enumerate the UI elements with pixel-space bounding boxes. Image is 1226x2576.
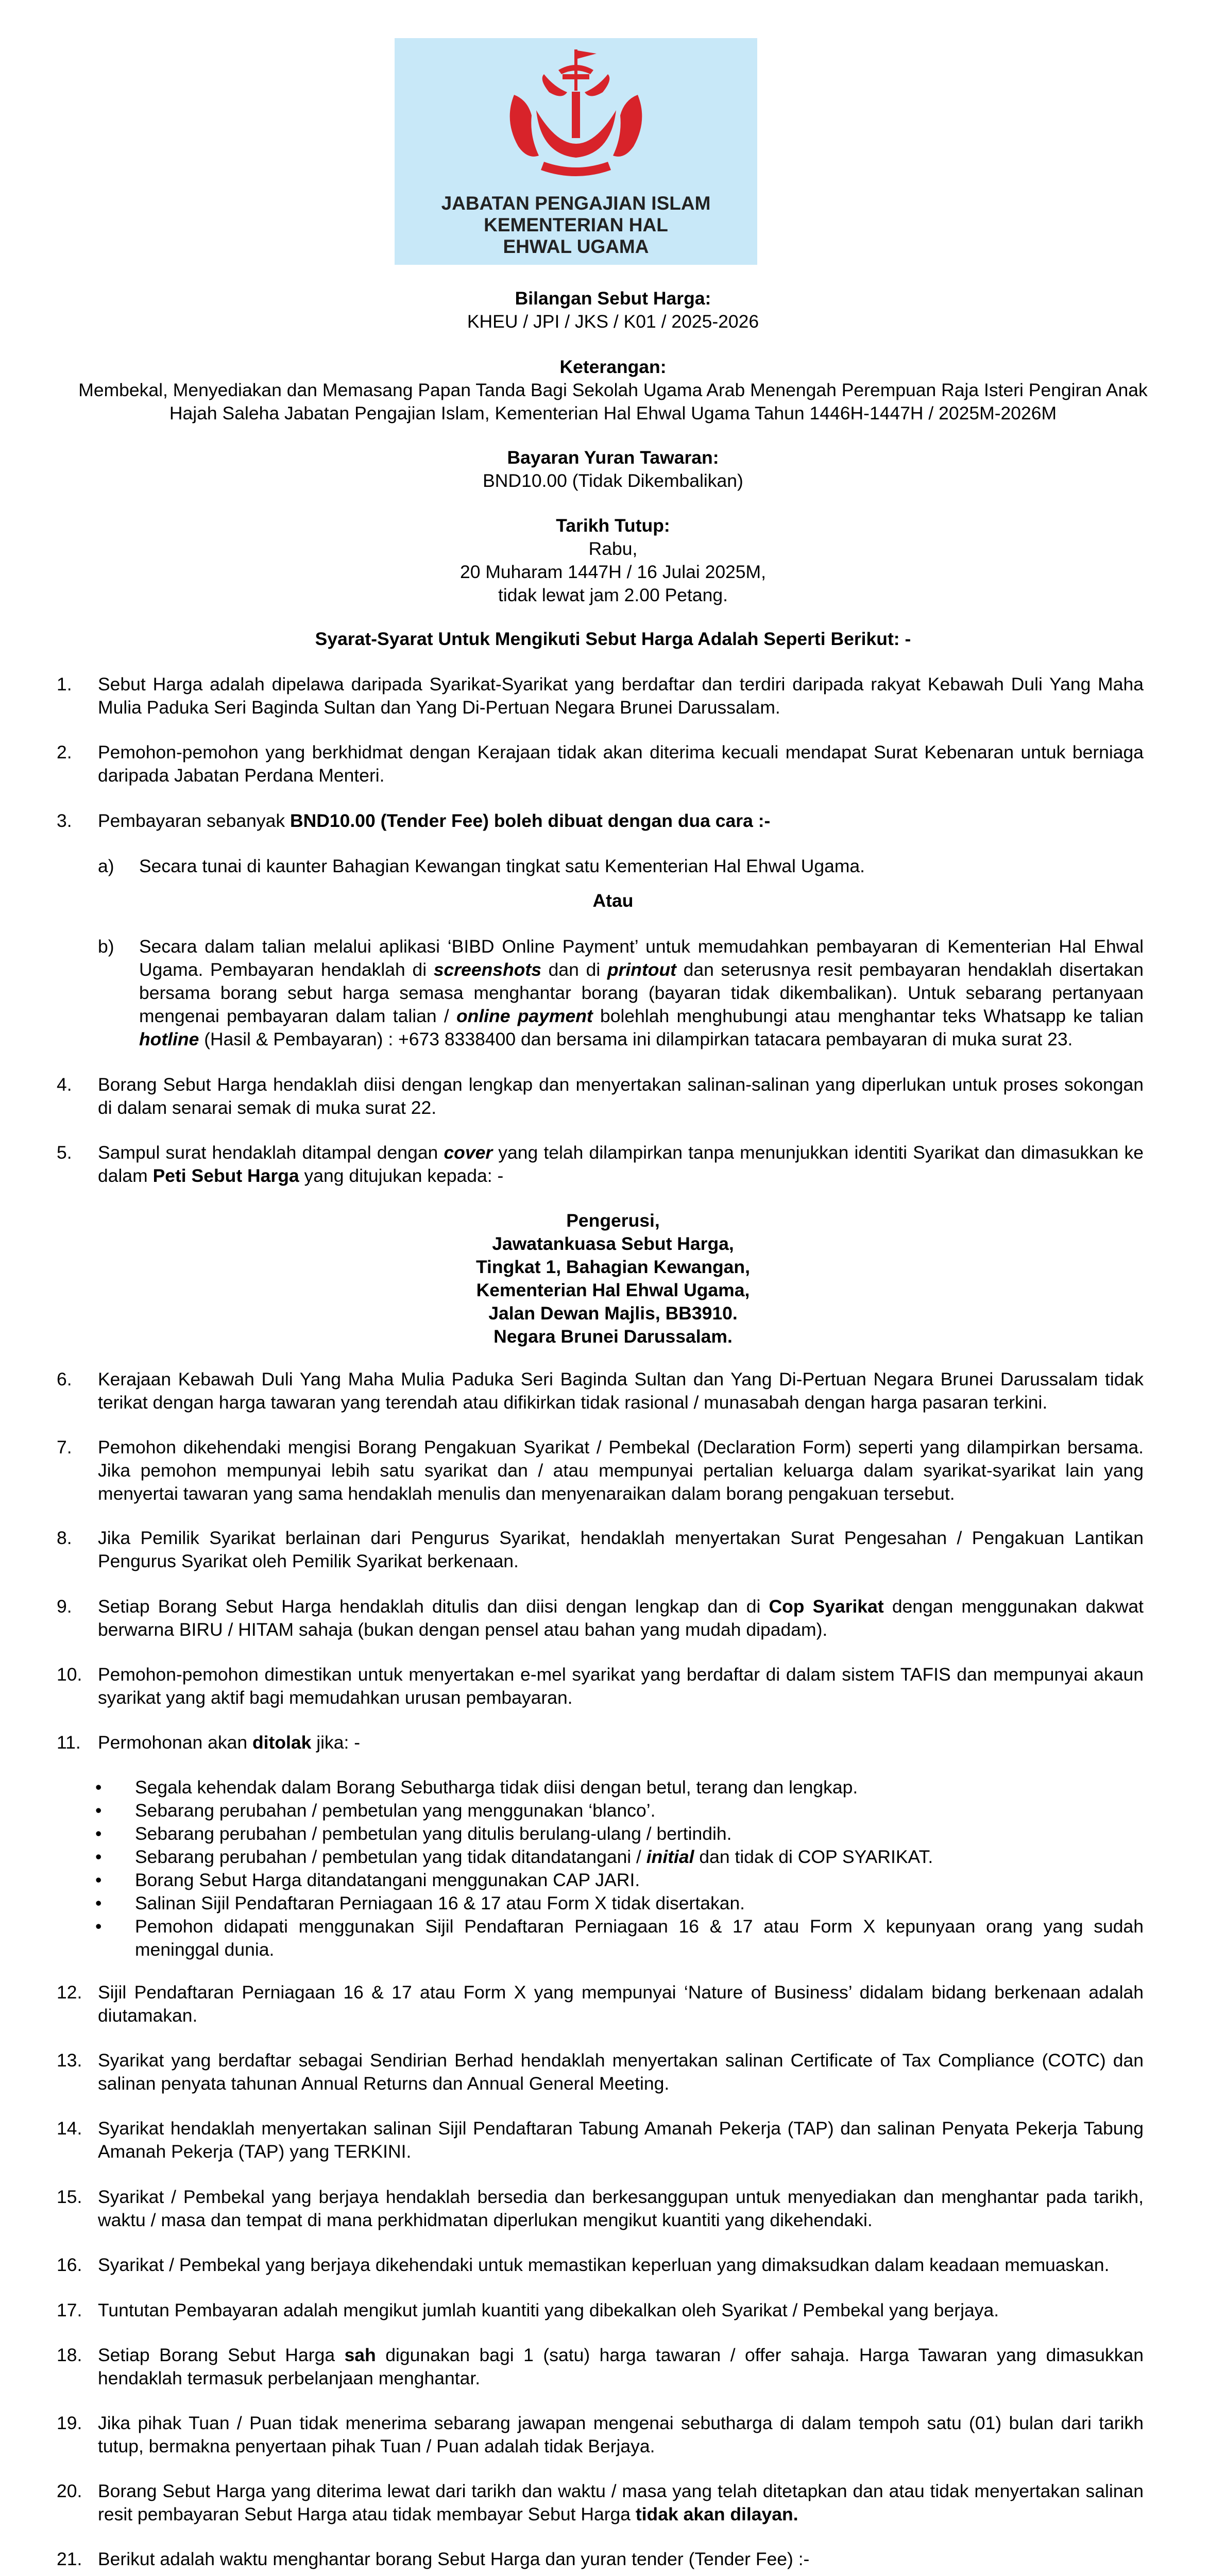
bullet-item [31,1869,1144,1892]
bullet-text: Pemohon didapati menggunakan Sijil Pendaftaran Perniagaan 16 & 17 atau Form X kepunyaan orang yang sudah meninggal dunia. [135,1916,1144,1960]
item-text: Pemohon-pemohon dimestikan untuk menyertakan e-mel syarikat yang berdaftar di dalam sistem TAFIS dan mempunyai akaun syarikat yang aktif bagi memudahkan urusan pembayaran. [98,1664,1144,1708]
text-run: bolehlah menghubungi atau menghantar teks Whatsapp ke talian [592,1006,1144,1026]
text-run: jika: - [311,1732,361,1753]
item-text [98,2480,1144,2526]
logo-line-3: EHWAL UGAMA [503,236,649,257]
item-number: 8. [57,1528,72,1548]
fee-value: BND10.00 (Tidak Dikembalikan) [483,470,743,491]
item-text [98,809,1144,833]
bullet-text: Sebarang perubahan / pembetulan yang ditulis berulang-ulang / bertindih. [135,1823,732,1844]
item-number: 18. [57,2345,82,2365]
item-text [98,2344,1144,2390]
sub-item-label: b) [98,936,114,957]
closing-line-3: tidak lewat jam 2.00 Petang. [498,585,728,605]
item-number: 4. [57,1074,72,1095]
description-line-2: Hajah Saleha Jabatan Pengajian Islam, Kementerian Hal Ehwal Ugama Tahun 1446H-1447H / 2025M-2026M [169,403,1057,423]
text-run: yang telah dilampirkan tanpa menunjukkan identiti Syarikat dan dimasukkan ke dalam [98,1142,1144,1186]
department-logo [395,38,757,265]
item-text: Jika Pemilik Syarikat berlainan dari Pengurus Syarikat, hendaklah menyertakan Surat Pengesahan / Pengakuan Lantikan Pengurus Syarikat oleh Pemilik Syarikat berkenaan. [98,1528,1144,1571]
fee-label: Bayaran Yuran Tawaran: [507,447,719,468]
logo-line-1: JABATAN PENGAJIAN ISLAM [441,193,711,214]
address-line: Tingkat 1, Bahagian Kewangan, [476,1257,750,1277]
rejection-bullets [31,1776,1195,1961]
text-run-bold-italic: hotline [139,1029,199,1049]
bullet-item [31,1915,1144,1961]
closing-line-2: 20 Muharam 1447H / 16 Julai 2025M, [460,562,766,582]
bullet-item [31,1822,1144,1845]
bullet-icon: • [95,1870,102,1890]
sub-item-label: a) [98,856,114,876]
address-line: Kementerian Hal Ehwal Ugama, [476,1280,750,1300]
description-block [31,355,1195,425]
text-run: dan di [541,959,607,980]
text-run: (Hasil & Pembayaran) : +673 8338400 dan bersama ini dilampirkan tatacara pembayaran di muka surat 23. [199,1029,1073,1049]
bullet-text: Borang Sebut Harga ditandatangani menggunakan CAP JARI. [135,1870,640,1890]
text-run-bold-italic: screenshots [433,959,541,980]
fee-block [31,446,1195,493]
item-number: 3. [57,810,72,831]
item-number: 21. [57,2549,82,2569]
closing-line-1: Rabu, [588,538,638,559]
item-number: 19. [57,2413,82,2433]
item-text: Pemohon dikehendaki mengisi Borang Pengakuan Syarikat / Pembekal (Declaration Form) seperti yang dilampirkan bersama. Jika pemohon mempunyai lebih satu syarikat dan / atau mempunyai pertalian keluarga dalam syarikat-syarikat lain yang menyertai tawaran yang sama hendaklah menulis dan menyenaraikan dalam borang pengakuan tersebut. [98,1437,1144,1504]
bullet-text: Segala kehendak dalam Borang Sebutharga tidak diisi dengan betul, terang dan lengkap. [135,1777,858,1798]
item-number: 9. [57,1596,72,1617]
item-number: 11. [57,1732,81,1753]
text-run: dan seterusnya resit pembayaran hendaklah disertakan bersama borang sebut harga semasa menghantar borang (bayaran tidak dikembalikan). Untuk sebarang pertanyaan mengenai pembayaran dalam talian / [139,959,1144,1026]
address-line: Jalan Dewan Majlis, BB3910. [488,1303,738,1324]
address-line: Jawatankuasa Sebut Harga, [492,1233,734,1254]
text-run-bold: BND10.00 (Tender Fee) boleh dibuat dengan dua cara :- [290,810,771,831]
description-label: Keterangan: [559,357,667,377]
text-run-bold-italic: online payment [456,1006,593,1026]
text-run: dengan menggunakan dakwat berwarna BIRU / HITAM sahaja (bukan dengan pensel atau bahan yang mudah dipadam). [98,1596,1144,1640]
item-text: Berikut adalah waktu menghantar borang Sebut Harga dan yuran tender (Tender Fee) :- [98,2549,810,2569]
item-number: 14. [57,2118,82,2139]
text-run: Sebarang perubahan / pembetulan yang tidak ditandatangani / [135,1846,646,1867]
bullet-item [31,1892,1144,1915]
item-text: Pemohon-pemohon yang berkhidmat dengan Kerajaan tidak akan diterima kecuali mendapat Surat Kebenaran untuk berniaga daripada Jabatan Perdana Menteri. [98,742,1144,786]
item-text [98,1595,1144,1641]
item-number: 2. [57,742,72,762]
item-number: 12. [57,1982,82,2003]
item-number: 15. [57,2187,82,2207]
text-run: dan tidak di COP SYARIKAT. [694,1846,933,1867]
item-number: 20. [57,2481,82,2501]
text-run-bold: tidak akan dilayan. [635,2504,798,2524]
bullet-text: Salinan Sijil Pendaftaran Perniagaan 16 & 17 atau Form X tidak disertakan. [135,1893,745,1913]
item-text: Kerajaan Kebawah Duli Yang Maha Mulia Paduka Seri Baginda Sultan dan Yang Di-Pertuan Negara Brunei Darussalam tidak terikat dengan harga tawaran yang terendah atau difikirkan tidak rasional / munasabah dengan harga pasaran terkini. [98,1369,1144,1413]
item-number: 7. [57,1437,72,1458]
text-run: Sampul surat hendaklah ditampal dengan [98,1142,444,1163]
item-number: 10. [57,1664,82,1685]
text-run-bold-italic: cover [444,1142,493,1163]
item-text: Syarikat / Pembekal yang berjaya hendaklah bersedia dan berkesanggupan untuk menyediakan dan menghantar pada tarikh, waktu / masa dan tempat di mana perkhidmatan diperlukan mengikut kuantiti yang dikehendaki. [98,2187,1144,2230]
text-run: Borang Sebut Harga yang diterima lewat dari tarikh dan waktu / masa yang telah ditetapkan dan atau tidak menyertakan salinan resit pembayaran Sebut Harga atau tidak membayar Sebut Harga [98,2481,1144,2524]
sub-item-text [139,935,1144,1051]
text-run-bold: sah [344,2345,376,2365]
item-text: Tuntutan Pembayaran adalah mengikut jumlah kuantiti yang dibekalkan oleh Syarikat / Pembekal yang berjaya. [98,2300,999,2320]
item-number: 17. [57,2300,82,2320]
text-run: Setiap Borang Sebut Harga [98,2345,345,2365]
closing-label: Tarikh Tutup: [556,515,670,536]
item-text: Jika pihak Tuan / Puan tidak menerima sebarang jawapan mengenai sebutharga di dalam tempoh satu (01) bulan dari tarikh tutup, bermakna penyertaan pihak Tuan / Puan adalah tidak Berjaya. [98,2413,1144,2456]
quote-number-value: KHEU / JPI / JKS / K01 / 2025-2026 [467,311,759,332]
quote-number-label: Bilangan Sebut Harga: [515,288,711,309]
address-line: Pengerusi, [566,1210,660,1231]
text-run: digunakan bagi 1 (satu) harga tawaran / offer sahaja. Harga Tawaran yang dimasukkan hendaklah termasuk perbelanjaan menghantar. [98,2345,1144,2388]
item-text: Borang Sebut Harga hendaklah diisi dengan lengkap dan menyertakan salinan-salinan yang diperlukan untuk proses sokongan di dalam senarai semak di muka surat 22. [98,1074,1144,1118]
text-run-bold-italic: initial [646,1846,694,1867]
item-number: 5. [57,1142,72,1163]
text-run-bold: Peti Sebut Harga [152,1165,299,1186]
description-line-1: Membekal, Menyediakan dan Memasang Papan Tanda Bagi Sekolah Ugama Arab Menengah Perempuan Raja Isteri Pengiran Anak [78,380,1148,400]
closing-date-block [31,514,1195,607]
address-line: Negara Brunei Darussalam. [493,1326,733,1347]
text-run: Setiap Borang Sebut Harga hendaklah ditulis dan diisi dengan lengkap dan di [98,1596,769,1617]
conditions-title: Syarat-Syarat Untuk Mengikuti Sebut Harga Adalah Seperti Berikut: - [315,629,911,649]
quote-number-block [31,287,1195,333]
item-text [98,1731,1144,1754]
text-run: Secara dalam talian melalui aplikasi ‘BIBD Online Payment’ untuk memudahkan pembayaran di Kementerian Hal Ehwal Ugama. Pembayaran hendaklah di [139,936,1144,980]
logo-line-2: KEMENTERIAN HAL [484,214,668,235]
bullet-icon: • [95,1800,102,1821]
bullet-item [31,1776,1144,1799]
item-text [98,1141,1144,1188]
bullet-icon: • [95,1916,102,1937]
bullet-text: Sebarang perubahan / pembetulan yang menggunakan ‘blanco’. [135,1800,656,1821]
bullet-icon: • [95,1823,102,1844]
text-run: yang ditujukan kepada: - [299,1165,504,1186]
bullet-item [31,1845,1144,1869]
text-run-bold: Cop Syarikat [769,1596,884,1617]
department-name [395,193,757,258]
bullet-item [31,1799,1144,1822]
item-text: Sijil Pendaftaran Perniagaan 16 & 17 atau Form X yang mempunyai ‘Nature of Business’ didalam bidang berkenaan adalah diutamakan. [98,1982,1144,2026]
bullet-icon: • [95,1893,102,1913]
item-number: 1. [57,674,72,694]
item-text: Sebut Harga adalah dipelawa daripada Syarikat-Syarikat yang berdaftar dan terdiri daripada rakyat Kebawah Duli Yang Maha Mulia Paduka Seri Baginda Sultan dan Yang Di-Pertuan Negara Brunei Darussalam. [98,674,1144,718]
text-run-bold-italic: printout [607,959,676,980]
sub-item-text: Secara tunai di kaunter Bahagian Kewangan tingkat satu Kementerian Hal Ehwal Ugama. [139,856,865,876]
item-number: 6. [57,1369,72,1389]
text-run: Permohonan akan [98,1732,252,1753]
bullet-icon: • [95,1777,102,1798]
item-text: Syarikat hendaklah menyertakan salinan Sijil Pendaftaran Tabung Amanah Pekerja (TAP) dan salinan Penyata Pekerja Tabung Amanah Pekerja (TAP) yang TERKINI. [98,2118,1144,2162]
item-text: Syarikat / Pembekal yang berjaya dikehendaki untuk memastikan keperluan yang dimaksudkan dalam keadaan memuaskan. [98,2255,1110,2275]
item-number: 13. [57,2050,82,2071]
recipient-address [31,1209,1195,1348]
item-number: 16. [57,2255,82,2275]
or-separator: Atau [592,890,634,911]
bullet-icon: • [95,1846,102,1867]
item-text: Syarikat yang berdaftar sebagai Sendirian Berhad hendaklah menyertakan salinan Certificate of Tax Compliance (COTC) dan salinan penyata tahunan Annual Returns dan Annual General Meeting. [98,2050,1144,2094]
text-run-bold: ditolak [252,1732,312,1753]
text-run: Pembayaran sebanyak [98,810,290,831]
